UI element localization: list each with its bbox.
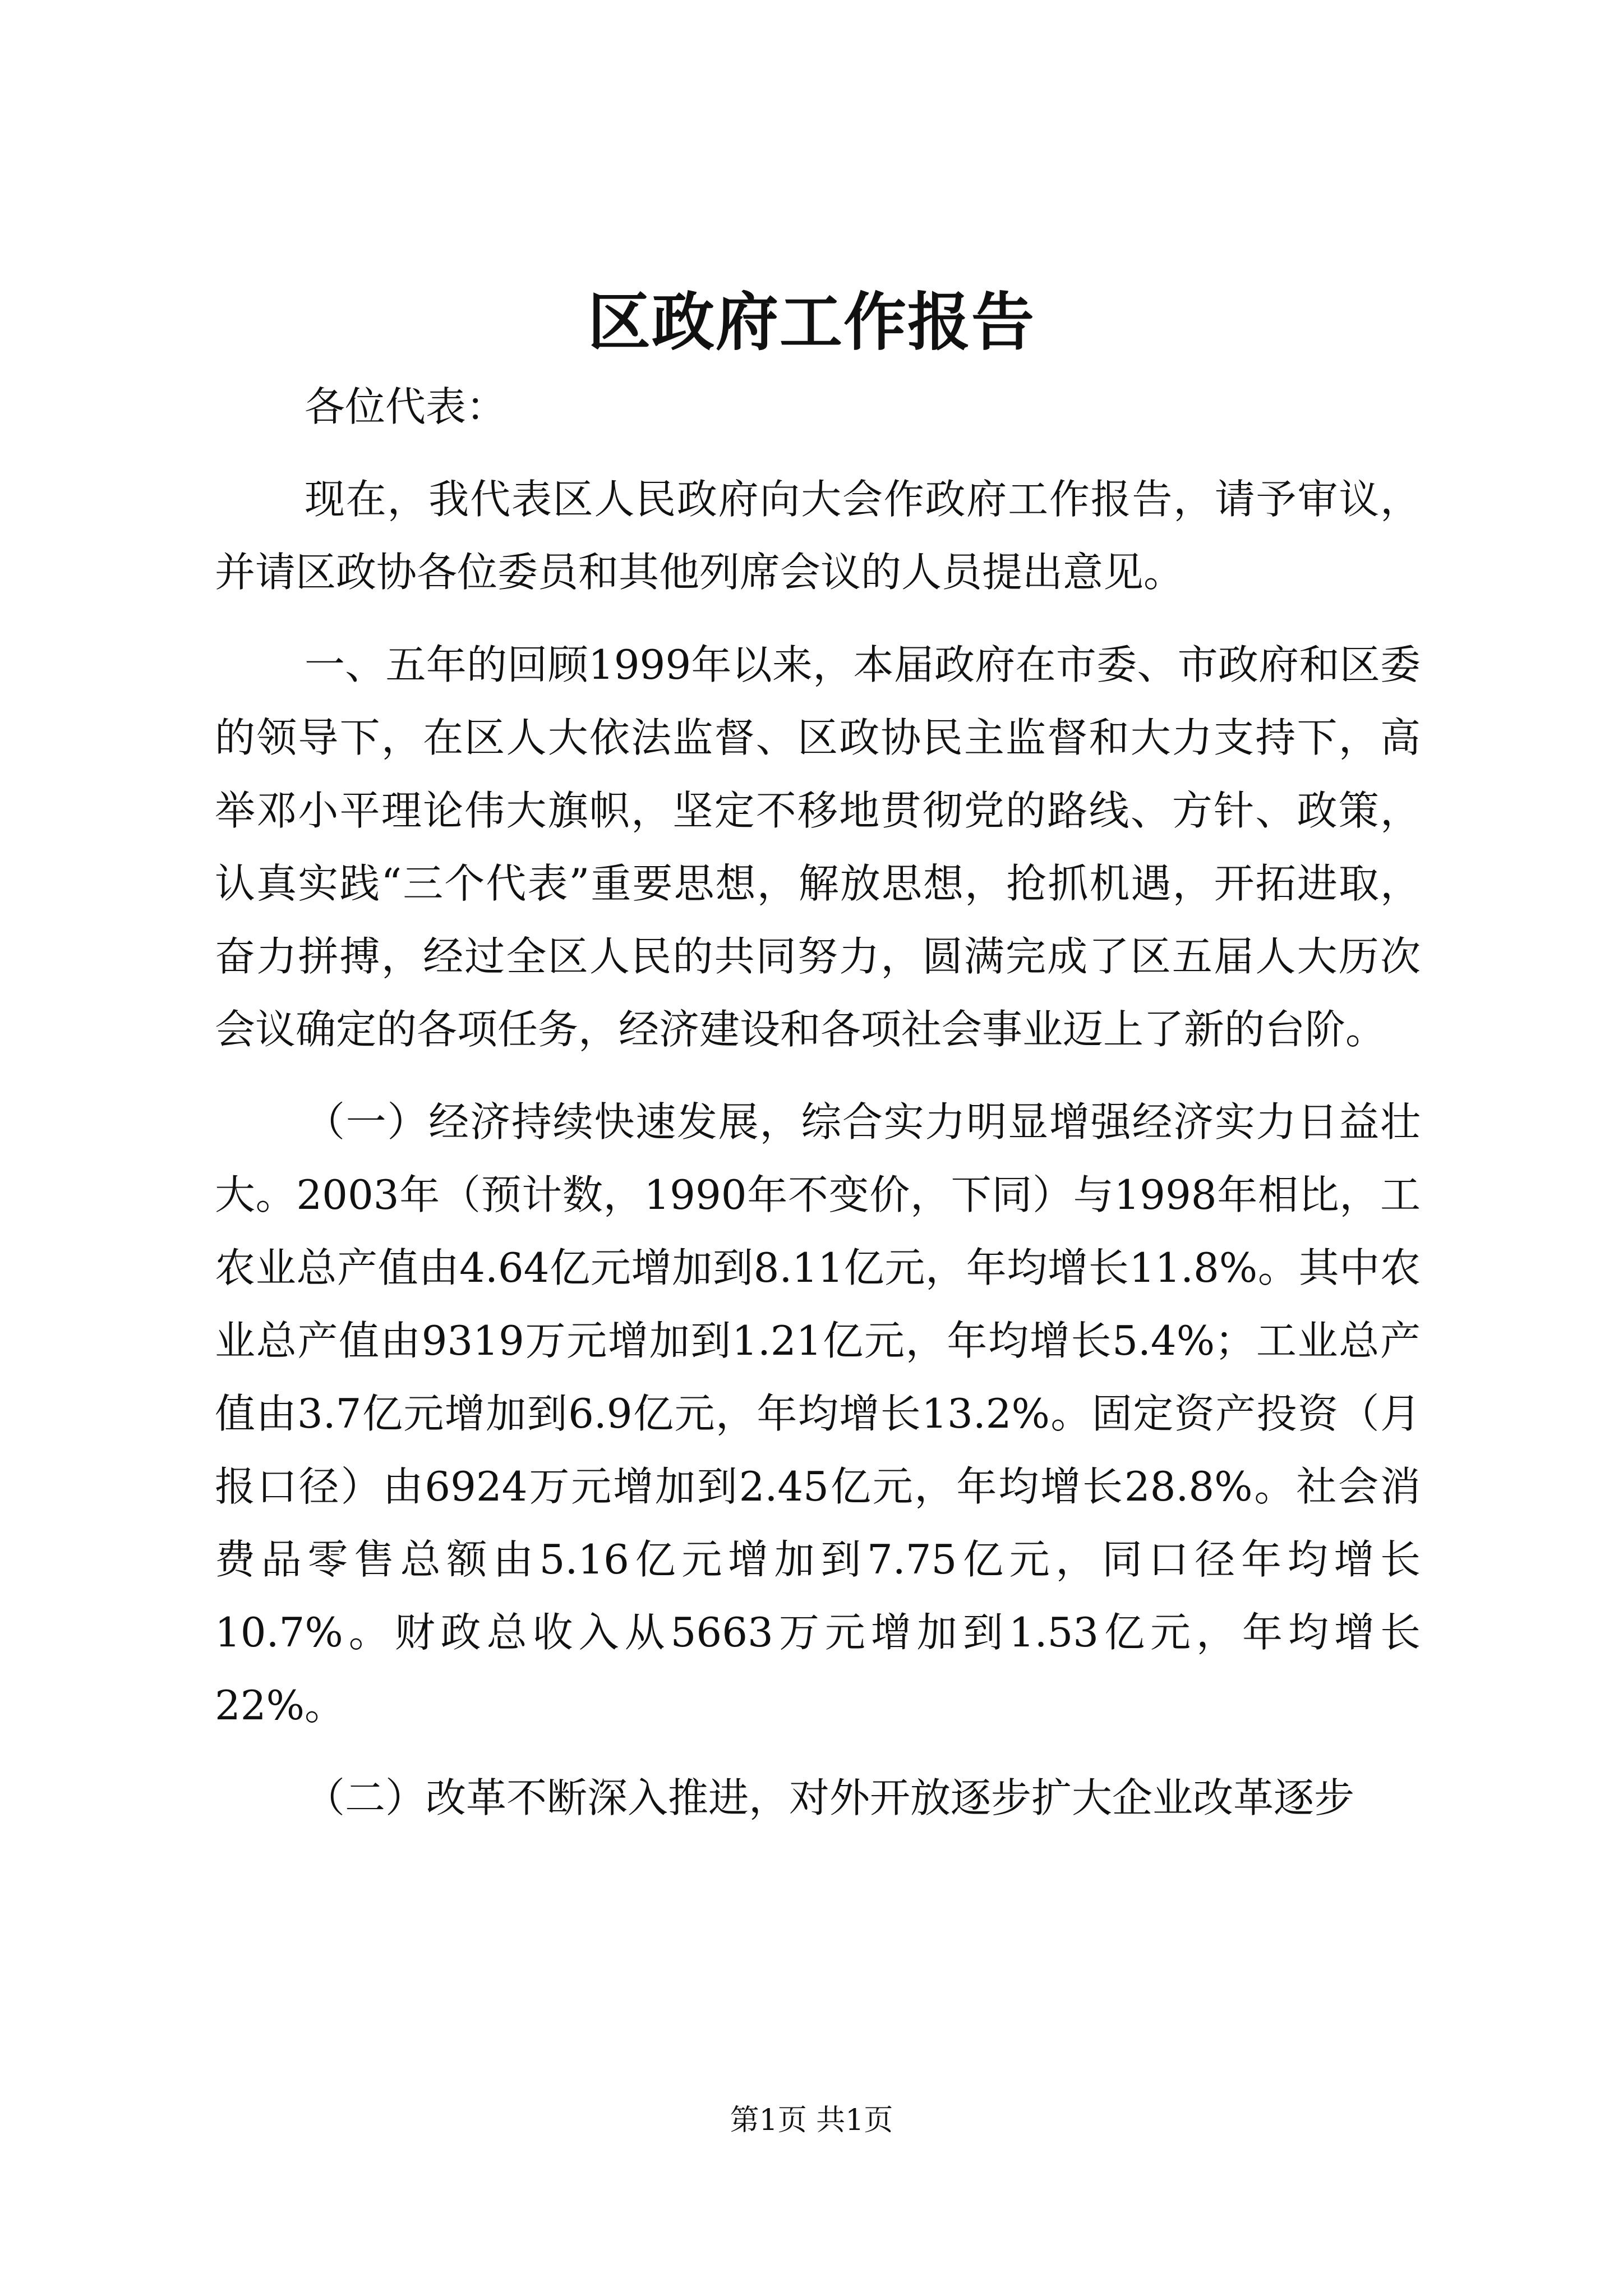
- page-footer: 第1页 共1页: [730, 2104, 893, 2137]
- reform-paragraph: （二）改革不断深入推进，对外开放逐步扩大企业改革逐步: [305, 1774, 1355, 1821]
- salutation-paragraph: 各位代表：: [305, 383, 507, 430]
- economy-paragraph: （一）经济持续快速发展，综合实力明显增强经济实力日益壮大。2003年（预计数，1990年不变价，下同）与1998年相比，工农业总产值由4.64亿元增加到8.11亿元，年均增长11.8%。其中农业总产值由9319万元增加到1.21亿元，年均增长5.4%；工业总产值由3.7亿元增加到6.9亿元，年均增长13.2%。固定资产投资（月报口径）由6924万元增加到2.45亿元，年均增长28.8%。社会消费品零售总额由5.16亿元增加到7.75亿元，同口径年均增长10.7%。财政总收入从5663万元增加到1.53亿元，年均增长22%。: [215, 1098, 1421, 1729]
- review-paragraph: 一、五年的回顾1999年以来，本届政府在市委、市政府和区委的领导下，在区人大依法监督、区政协民主监督和大力支持下，高举邓小平理论伟大旗帜，坚定不移地贯彻党的路线、方针、政策，认真实践“三个代表”重要思想，解放思想，抢抓机遇，开拓进取，奋力拼搏，经过全区人民的共同努力，圆满完成了区五届人大历次会议确定的各项任务，经济建设和各项社会事业迈上了新的台阶。: [215, 641, 1421, 1053]
- page-title: 区政府工作报告: [588, 286, 1035, 359]
- intro-paragraph: 现在，我代表区人民政府向大会作政府工作报告，请予审议，并请区政协各位委员和其他列席会议的人员提出意见。: [215, 476, 1421, 596]
- document-body: [215, 370, 1421, 1854]
